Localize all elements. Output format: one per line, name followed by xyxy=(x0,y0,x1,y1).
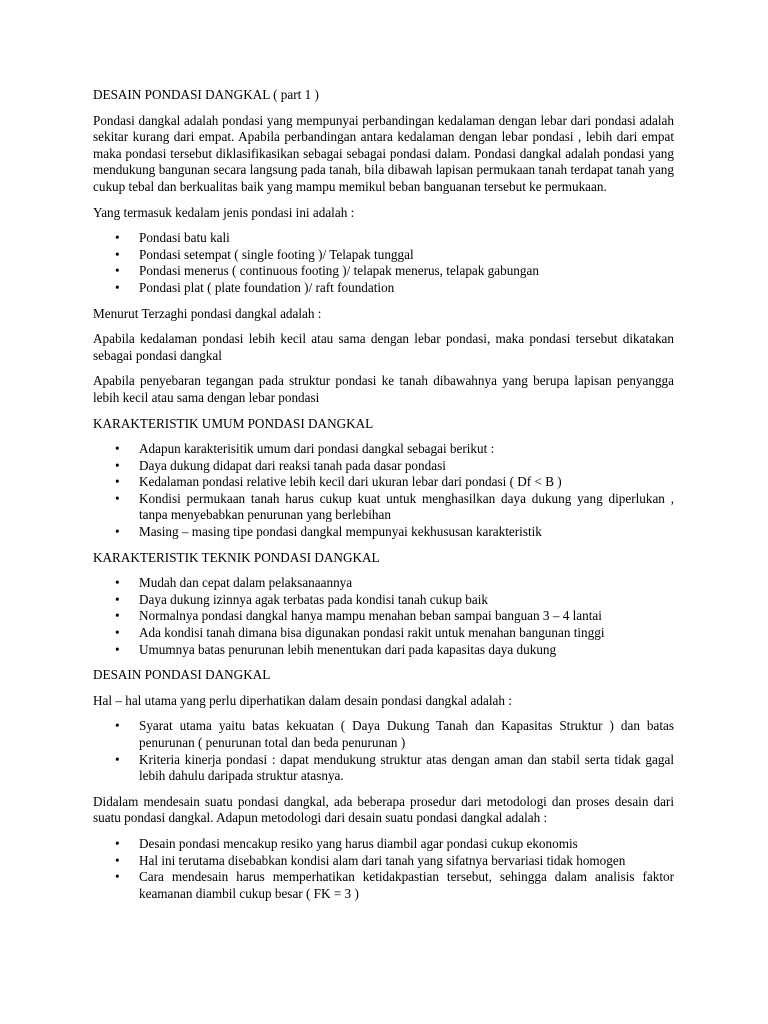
list-item xyxy=(115,718,674,751)
list-item xyxy=(115,441,674,458)
bullet-icon: • xyxy=(115,591,120,607)
list-item xyxy=(115,641,674,659)
terzaghi-intro: Menurut Terzaghi pondasi dangkal adalah : xyxy=(93,305,322,321)
list-item xyxy=(115,246,674,264)
types-list xyxy=(93,230,674,296)
bullet-icon: • xyxy=(115,490,120,506)
bullet-icon: • xyxy=(115,718,120,734)
umum-list xyxy=(93,441,674,541)
list-item-text: Normalnya pondasi dangkal hanya mampu menahan beban sampai banguan 3 – 4 lantai xyxy=(139,608,602,624)
bullet-icon: • xyxy=(115,852,120,868)
bullet-icon: • xyxy=(115,474,120,490)
list-item-text: Pondasi menerus ( continuous footing )/ telapak menerus, telapak gabungan xyxy=(139,263,539,279)
list-item-text: Pondasi setempat ( single footing )/ Telapak tunggal xyxy=(139,246,414,262)
list-item-text: Cara mendesain harus memperhatikan ketidakpastian tersebut, sehingga dalam analisis faktor keamanan diambil cukup besar ( FK = 3 ) xyxy=(139,869,674,901)
terzaghi-paragraph-2: Apabila penyebaran tegangan pada struktur pondasi ke tanah dibawahnya yang berupa lapisan penyangga lebih kecil atau sama dengan lebar pondasi xyxy=(93,373,674,405)
list-item-text: Syarat utama yaitu batas kekuatan ( Daya Dukung Tanah dan Kapasitas Struktur ) dan batas penurunan ( penurunan total dan beda penurunan ) xyxy=(139,718,674,750)
list-item xyxy=(115,490,674,524)
list-item-text: Pondasi batu kali xyxy=(139,230,230,246)
list-item xyxy=(115,852,674,870)
bullet-icon: • xyxy=(115,230,120,246)
bullet-icon: • xyxy=(115,608,120,624)
intro-paragraph: Pondasi dangkal adalah pondasi yang mempunyai perbandingan kedalaman dengan lebar dari pondasi adalah sekitar kurang dari empat. Apabila perbandingan antara kedalaman dengan lebar pondasi , lebih dari empat maka pondasi tersebut diklasifikasikan sebagai sebagai pondasi dalam. Pondasi dangkal adalah pondasi yang mendukung bangunan secara langsung pada tanah, bila dibawah lapisan permukaan tanah terdapat tanah yang cukup tebal dan berkualitas baik yang mampu memikul beban banguanan tersebut ke permukaan. xyxy=(93,112,674,194)
bullet-icon: • xyxy=(115,575,120,591)
metodologi-list xyxy=(93,836,674,902)
bullet-icon: • xyxy=(115,441,120,457)
teknik-list xyxy=(93,575,674,658)
document-page xyxy=(93,87,674,911)
list-item xyxy=(115,608,674,625)
bullet-icon: • xyxy=(115,246,120,262)
document-title: DESAIN PONDASI DANGKAL ( part 1 ) xyxy=(93,87,319,102)
heading-karakteristik-teknik: KARAKTERISTIK TEKNIK PONDASI DANGKAL xyxy=(93,549,380,565)
list-item-text: Mudah dan cepat dalam pelaksanaannya xyxy=(139,575,353,591)
bullet-icon: • xyxy=(115,279,120,295)
list-item-text: Kondisi permukaan tanah harus cukup kuat untuk menghasilkan daya dukung yang diperlukan , tanpa menyebabkan penurunan yang berlebihan xyxy=(139,490,674,523)
bullet-icon: • xyxy=(115,751,120,767)
list-item xyxy=(115,474,674,491)
list-item-text: Umumnya batas penurunan lebih menentukan dari pada kapasitas daya dukung xyxy=(139,641,557,657)
list-item xyxy=(115,230,674,247)
terzaghi-paragraph-1: Apabila kedalaman pondasi lebih kecil atau sama dengan lebar pondasi, maka pondasi tersebut dikatakan sebagai pondasi dangkal xyxy=(93,331,674,363)
list-item-text: Ada kondisi tanah dimana bisa digunakan pondasi rakit untuk menahan bangunan tinggi xyxy=(139,625,605,641)
desain-list xyxy=(93,718,674,784)
list-item-text: Pondasi plat ( plate foundation )/ raft foundation xyxy=(139,279,395,295)
bullet-icon: • xyxy=(115,625,120,641)
bullet-icon: • xyxy=(115,263,120,279)
list-item xyxy=(115,457,674,475)
bullet-icon: • xyxy=(115,869,120,885)
list-item-text: Kedalaman pondasi relative lebih kecil dari ukuran lebar dari pondasi ( Df < B ) xyxy=(139,474,562,490)
list-item xyxy=(115,263,674,280)
desain-intro: Hal – hal utama yang perlu diperhatikan dalam desain pondasi dangkal adalah : xyxy=(93,692,512,708)
list-item xyxy=(115,575,674,592)
types-intro: Yang termasuk kedalam jenis pondasi ini adalah : xyxy=(93,204,355,220)
list-item xyxy=(115,625,674,642)
bullet-icon: • xyxy=(115,641,120,657)
metodologi-paragraph: Didalam mendesain suatu pondasi dangkal, ada beberapa prosedur dari metodologi dan proses desain dari suatu pondasi dangkal. Adapun metodologi dari desain suatu pondasi dangkal adalah : xyxy=(93,793,674,826)
list-item-text: Daya dukung izinnya agak terbatas pada kondisi tanah cukup baik xyxy=(139,591,488,607)
bullet-icon: • xyxy=(115,835,120,851)
list-item xyxy=(115,751,674,785)
bullet-icon: • xyxy=(115,457,120,473)
list-item-text: Hal ini terutama disebabkan kondisi alam dari tanah yang sifatnya bervariasi tidak homogen xyxy=(139,852,626,868)
heading-karakteristik-umum: KARAKTERISTIK UMUM PONDASI DANGKAL xyxy=(93,415,374,431)
list-item xyxy=(115,591,674,609)
list-item xyxy=(115,835,674,853)
list-item-text: Adapun karakterisitik umum dari pondasi dangkal sebagai berikut : xyxy=(139,441,495,457)
list-item xyxy=(115,524,674,541)
heading-desain: DESAIN PONDASI DANGKAL xyxy=(93,667,271,683)
list-item-text: Masing – masing tipe pondasi dangkal mempunyai kekhususan karakteristik xyxy=(139,524,542,540)
list-item xyxy=(115,279,674,297)
list-item-text: Desain pondasi mencakup resiko yang harus diambil agar pondasi cukup ekonomis xyxy=(139,835,578,851)
bullet-icon: • xyxy=(115,524,120,540)
list-item-text: Kriteria kinerja pondasi : dapat mendukung struktur atas dengan aman dan stabil serta tidak gagal lebih dahulu daripada struktur atasnya. xyxy=(139,751,674,784)
list-item-text: Daya dukung didapat dari reaksi tanah pada dasar pondasi xyxy=(139,457,446,473)
list-item xyxy=(115,869,674,902)
